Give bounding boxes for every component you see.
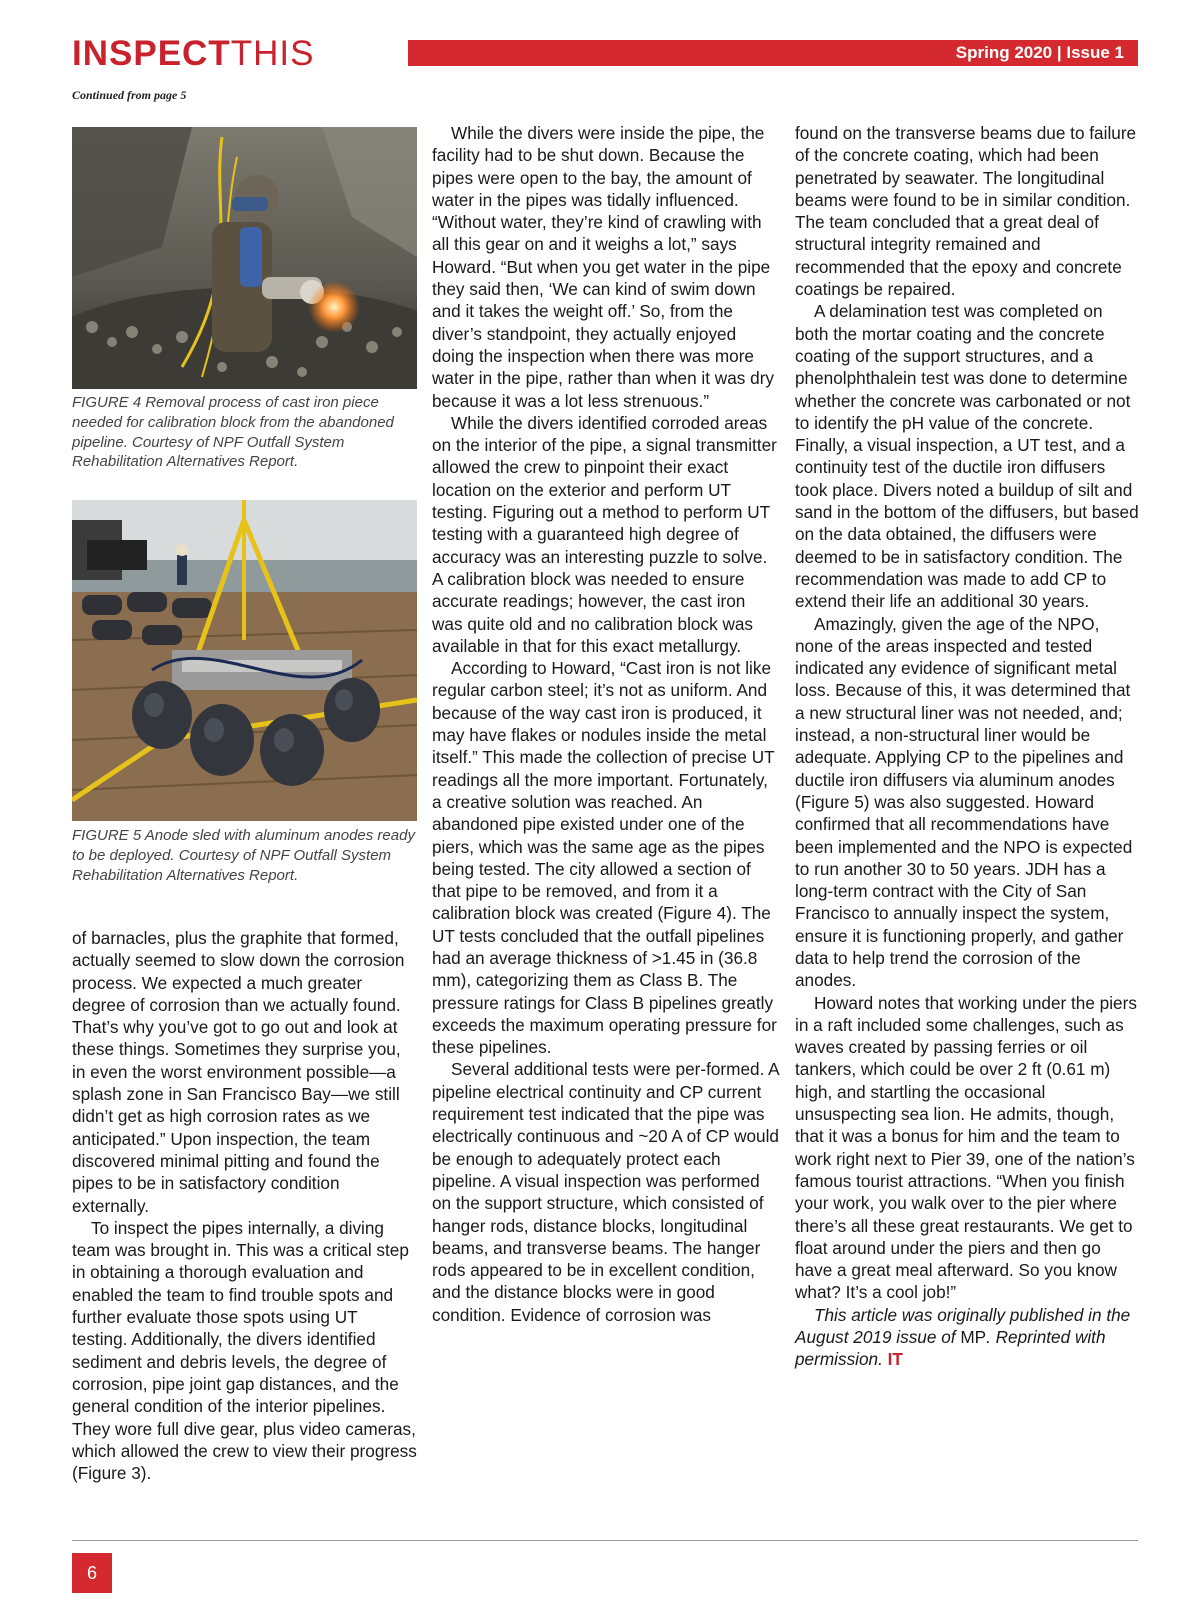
article-column-3 [795, 122, 1140, 1371]
credit-text-end: . Reprinted with permission. [795, 1327, 1106, 1370]
paragraph: According to Howard, “Cast iron is not like regular carbon steel; it’s not as uniform. And because of the way cast iron is produced, it may have flakes or nodules inside the metal itself.” This made the collection of precise UT readings all the more important. Fortunately, a creative solution was reached. An abandoned pipe existed under one of the piers, which was the same age as the pipes being tested. The city allowed a section of that pipe to be removed, and from it a calibration block was created (Figure 4). The UT tests concluded that the outfall pipelines had an average thickness of >1.45 in (36.8 mm), categorizing them as Class B. The pressure ratings for Class B pipelines greatly exceeds the maximum operating pressure for these pipelines. [432, 658, 777, 1058]
credit-text: This article was originally published in the August 2019 issue of [795, 1304, 1131, 1348]
paragraph: While the divers were inside the pipe, the facility had to be shut down. Because the pipes were open to the bay, the amount of water in the pipes was tidally influenced. “Without water, they’re kind of crawling with all this gear on and it weighs a lot,” says Howard. “But when you get water in the pipe they said then, ‘We can kind of swim down and it takes the weight off.’ So, from the diver’s standpoint, they actually enjoyed doing the inspection when there was more water in the pipe, rather than when it was dry because it was a lot less strenuous.” [432, 123, 775, 411]
paragraph: Several additional tests were per-formed. A pipeline electrical continuity and CP current requirement test indicated that the pipe was electrically continuous and ~20 A of CP would be enough to adequately protect each pipeline. A visual inspection was performed on the support structure, which consisted of hanger rods, distance blocks, longitudinal beams, and transverse beams. The hanger rods appeared to be in excellent condition, and the distance blocks were in good condition. Evidence of corrosion was [432, 1059, 779, 1325]
paragraph: A delamination test was completed on both the mortar coating and the concrete coating of the support structures, and a phenolphthalein test was done to determine whether the concrete was carbonated or not to identify the pH value of the concrete. Finally, a visual inspection, a UT test, and a continuity test of the ductile iron diffusers took place. Divers noted a buildup of silt and sand in the bottom of the diffusers, but based on the data obtained, the diffusers were deemed to be in satisfactory condition. The recommendation was made to add CP to extend their life an additional 30 years. [795, 301, 1139, 612]
publication-name: MP [960, 1327, 987, 1348]
brand-bold: INSPECT [72, 34, 231, 73]
reprint-credit [795, 1304, 1140, 1371]
end-mark: IT [887, 1349, 903, 1370]
paragraph: Amazingly, given the age of the NPO, none of the areas inspected and tested indicated any evidence of significant metal loss. Because of this, it was determined that a new structural liner was not needed, and; instead, a non-structural liner would be adequate. Applying CP to the pipelines and ductile iron diffusers via aluminum anodes (Figure 5) was also suggested. Howard confirmed that all recommendations have been implemented and the NPO is expected to run another 30 to 50 years. JDH has a long-term contract with the City of San Francisco to annually inspect the system, ensure it is functioning properly, and gather data to help trend the corrosion of the anodes. [795, 613, 1133, 991]
figure-4-photo [72, 127, 417, 389]
paragraph: Howard notes that working under the piers in a raft included some challenges, such as waves created by passing ferries or oil tankers, which could be over 2 ft (0.61 m) high, and startling the occasional unsuspecting sea lion. He admits, though, that it was a bonus for him and the team to work right next to Pier 39, one of the nation’s famous tourist attractions. “When you finish your work, you walk over to the pier where there’s all these great restaurants. We get to float around under the piers and then go have a great meal afterward. So you know what? It’s a cool job!” [795, 992, 1137, 1303]
brand-logo [72, 34, 314, 74]
paragraph: While the divers identified corroded areas on the interior of the pipe, a signal transmitter allowed the crew to pinpoint their exact location on the exterior and perform UT testing. Figuring out a method to perform UT testing with a guaranteed high degree of accuracy was an interesting puzzle to solve. A calibration block was needed to ensure accurate readings; however, the cast iron was quite old and no calibration block was available in that for this exact metallurgy. [432, 412, 777, 656]
paragraph: found on the transverse beams due to failure of the concrete coating, which had been penetrated by seawater. The longitudinal beams were found to be in similar condition. The team concluded that a great deal of structural integrity remained and recommended that the epoxy and concrete coatings be repaired. [795, 123, 1137, 300]
figure-4-caption: FIGURE 4 Removal process of cast iron piece needed for calibration block from the abandoned pipeline. Courtesy of NPF Outfall System Rehabilitation Alternatives Report. [72, 394, 394, 471]
figure-5-photo [72, 500, 417, 821]
anode-sled-photo-icon [72, 500, 417, 821]
footer-divider [72, 1540, 1138, 1541]
continued-from: Continued from page 5 [72, 88, 187, 102]
header-bar [408, 40, 1138, 66]
page-number: 6 [72, 1553, 112, 1593]
figure-5-caption: FIGURE 5 Anode sled with aluminum anodes ready to be deployed. Courtesy of NPF Outfall System Rehabilitation Alternatives Report. [72, 827, 415, 884]
article-column-1 [72, 927, 417, 1484]
masthead [72, 34, 1138, 74]
paragraph: To inspect the pipes internally, a diving team was brought in. This was a critical step in obtaining a thorough evaluation and enabled the team to find trouble spots and further evaluate those spots using UT testing. Additionally, the divers identified sediment and debris levels, the degree of corrosion, pipe joint gap distances, and the general condition of the interior pipelines. They wore full dive gear, plus video cameras, which allowed the crew to view their progress (Figure 3). [72, 1217, 417, 1484]
paragraph: of barnacles, plus the graphite that formed, actually seemed to slow down the corrosion process. We expected a much greater degree of corrosion than we actually found. That’s why you’ve got to go out and look at these things. Sometimes they surprise you, in even the worst environment possible—a splash zone in San Francisco Bay—we still didn’t get as high corrosion rates as we anticipated.” Upon inspection, the team discovered minimal pitting and found the pipes to be in satisfactory condition externally. [72, 928, 405, 1216]
brand-light: THIS [230, 34, 315, 73]
diver-cutting-pipe-photo-icon [72, 127, 417, 389]
article-column-2 [432, 122, 779, 1326]
issue-label: Spring 2020 | Issue 1 [955, 43, 1124, 62]
